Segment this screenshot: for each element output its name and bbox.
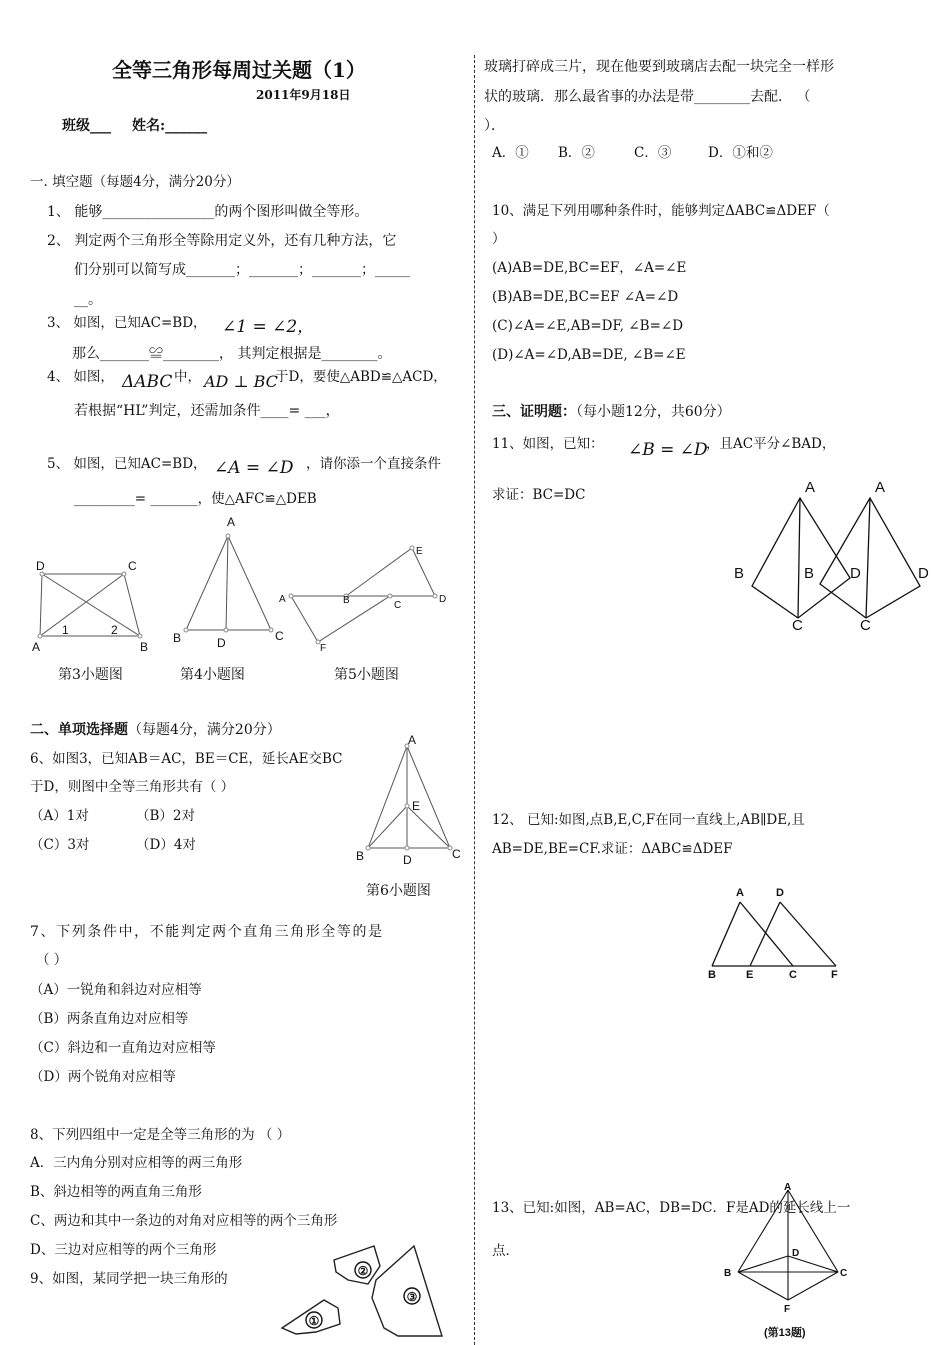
- question-11-prefix: 11、如图，已知：: [492, 436, 604, 452]
- question-7-line2: （ ）: [36, 952, 68, 968]
- fig4-caption: 第4小题图: [180, 667, 245, 683]
- fig3-label-2: 2: [111, 623, 118, 637]
- question-3-line1: 3、 如图，已知AC=BD，: [47, 315, 207, 331]
- fig11-label-b2: B: [804, 565, 815, 582]
- question-11-prove: 求证：BC=DC: [492, 487, 586, 503]
- name-label: 姓名:______: [132, 118, 208, 134]
- section3-heading: 三、证明题：（每小题12分，共60分）: [492, 404, 731, 420]
- question-6-line2: 于D，则图中全等三角形共有（ ）: [30, 779, 235, 795]
- question-4-suffix: 于D，要使△ABD≌△ACD，: [275, 369, 447, 385]
- fig4-label-a-top: A: [227, 515, 236, 529]
- figure-11: [730, 474, 940, 634]
- fig5-label-a: A: [279, 594, 286, 605]
- fig11-label-d1: D: [850, 565, 861, 582]
- fig6-label-a: A: [408, 733, 417, 747]
- question-4-perp: AD ⊥ BC: [204, 372, 278, 391]
- question-4-line2: 若根据“HL”判定，还需加条件____= ___，: [74, 403, 340, 419]
- fig5-caption: 第5小题图: [334, 667, 399, 683]
- question-12-line1: 12、 已知:如图,点B,E,C,F在同一直线上,AB∥DE,且: [492, 812, 805, 828]
- question-6-option-d: （D）4对: [136, 837, 196, 853]
- question-2-line2: 们分别可以简写成_______；_______；_______；_____: [74, 262, 410, 278]
- fig11-label-d2: D: [918, 565, 929, 582]
- fig11-label-b1: B: [734, 565, 745, 582]
- question-5-prefix: 5、 如图，已知AC=BD，: [47, 456, 207, 472]
- fig13-label-c: C: [840, 1268, 848, 1279]
- fig11-label-c1: C: [792, 617, 803, 634]
- question-6-option-c: （C）3对: [30, 837, 90, 853]
- fig13-caption: (第13题): [764, 1327, 806, 1339]
- fig11-label-a1: A: [805, 479, 816, 496]
- glass-piece-1-label: ①: [308, 1314, 320, 1328]
- question-10-line2: ）: [492, 231, 506, 247]
- question-13-line2: 点．: [492, 1243, 519, 1259]
- fig12-label-d: D: [776, 887, 784, 899]
- question-4-mid: 中，: [174, 369, 201, 385]
- fig12-label-a: A: [736, 887, 744, 899]
- fig4-label-c: C: [275, 629, 284, 643]
- fig4-triangle: [186, 536, 271, 630]
- figure-13: [714, 1176, 864, 1342]
- fig13-label-f: F: [784, 1304, 791, 1315]
- figure-12: [700, 880, 850, 984]
- fig11-label-c2: C: [860, 617, 871, 634]
- glass-piece-2-label: ②: [357, 1264, 369, 1278]
- fig12-label-f: F: [831, 969, 838, 981]
- question-5-angle: ∠A = ∠D: [214, 458, 294, 478]
- question-9-option-c: C．③: [634, 145, 672, 161]
- question-3-angle: ∠1 = ∠2，: [222, 317, 315, 337]
- question-9-option-a: A．①: [492, 145, 529, 161]
- question-4-triangle: ΔABC: [122, 372, 173, 392]
- fig6-caption: 第6小题图: [366, 883, 431, 899]
- fig5-label-e: E: [416, 546, 423, 557]
- fig5-label-b: B: [343, 595, 350, 606]
- question-6-option-b: （B）2对: [136, 808, 196, 824]
- question-8-option-a: A．三内角分别对应相等的两三角形: [30, 1155, 243, 1171]
- question-10-option-a: (A)AB=DE,BC=EF，∠A=∠E: [492, 260, 687, 276]
- fig5-triangle-afc: [291, 596, 390, 642]
- fig13-label-a: A: [784, 1182, 792, 1193]
- fig3-label-c: C: [128, 559, 137, 573]
- question-2-line1: 2、 判定两个三角形全等除用定义外，还有几种方法，它: [47, 233, 397, 249]
- question-11-suffix: ，且AC平分∠BAD，: [706, 436, 836, 452]
- page-title: 全等三角形每周过关题（1）: [112, 58, 366, 82]
- question-9-cont-line1: 玻璃打碎成三片，现在他要到玻璃店去配一块完全一样形: [484, 59, 834, 75]
- question-9-option-d: D．①和②: [708, 145, 773, 161]
- question-10-line1: 10、满足下列用哪种条件时，能够判定ΔABC≌ΔDEF（: [492, 203, 830, 219]
- question-13-line1: 13、已知:如图，AB=AC，DB=DC．F是AD的延长线上一: [492, 1200, 851, 1216]
- fig6-label-b: B: [356, 849, 365, 863]
- question-9-option-b: B．②: [558, 145, 595, 161]
- question-10-option-d: (D)∠A=∠D,AB=DE, ∠B=∠E: [492, 347, 686, 363]
- question-4-prefix: 4、 如图，: [47, 369, 114, 385]
- fig13-label-d: D: [792, 1248, 800, 1259]
- question-7-line1: 7、下列条件中，不能判定两个直角三角形全等的是: [30, 924, 384, 940]
- fig3-caption: 第3小题图: [58, 667, 123, 683]
- column-divider: [474, 55, 475, 1345]
- fig6-label-e: E: [412, 799, 421, 813]
- glass-piece-3-label: ③: [406, 1290, 418, 1304]
- fig12-label-e: E: [746, 969, 754, 981]
- class-label: 班级___: [62, 118, 111, 134]
- question-7-option-a: （A）一锐角和斜边对应相等: [30, 982, 202, 998]
- section2-heading: 二、单项选择题（每题4分，满分20分）: [30, 722, 281, 738]
- date: 2011年9月18日: [256, 88, 351, 102]
- question-5-suffix: ，请你添一个直接条件: [306, 456, 441, 472]
- question-7-option-b: （B）两条直角边对应相等: [30, 1011, 189, 1027]
- question-8-option-c: C、两边和其中一条边的对角对应相等的两个三角形: [30, 1213, 338, 1229]
- fig5-label-d: D: [439, 594, 447, 605]
- question-2-line3: __。: [74, 292, 102, 308]
- fig13-label-b: B: [724, 1268, 732, 1279]
- fig4-label-b: B: [173, 631, 182, 645]
- question-8-option-b: B、斜边相等的两直角三角形: [30, 1184, 202, 1200]
- question-6-option-a: （A）1对: [30, 808, 89, 824]
- fig12-label-c: C: [789, 969, 797, 981]
- question-12-line2: AB=DE,BE=CF.求证：ΔABC≌ΔDEF: [492, 841, 733, 857]
- fig6-label-d: D: [403, 853, 412, 867]
- fig12-label-b: B: [708, 969, 716, 981]
- fig3-label-1: 1: [62, 623, 69, 637]
- question-10-option-c: (C)∠A=∠E,AB=DF, ∠B=∠D: [492, 318, 684, 334]
- fig11-label-a2: A: [875, 479, 886, 496]
- question-8-line1: 8、下列四组中一定是全等三角形的为 （ ）: [30, 1127, 291, 1143]
- fig5-label-f: F: [320, 643, 327, 654]
- fig4-label-d: D: [217, 636, 226, 650]
- fig6-label-c: C: [452, 847, 461, 861]
- question-10-option-b: (B)AB=DE,BC=EF ∠A=∠D: [492, 289, 679, 305]
- fig3-label-d: D: [36, 559, 45, 573]
- question-9-line1: 9、如图，某同学把一块三角形的: [30, 1271, 228, 1287]
- question-6-line1: 6、如图3，已知AB＝AC，BE＝CE，延长AE交BC: [30, 751, 343, 767]
- question-3-line2: 那么_______≌________， 其判定根据是________。: [72, 346, 392, 362]
- fig5-label-c: C: [394, 600, 402, 611]
- figure-9-glass-pieces: [276, 1240, 456, 1344]
- fig3-diagonal-db: [42, 574, 140, 636]
- fig3-label-a: A: [32, 640, 41, 654]
- question-7-option-d: （D）两个锐角对应相等: [30, 1069, 176, 1085]
- question-8-option-d: D、三边对应相等的两个三角形: [30, 1242, 217, 1258]
- question-1: 1、 能够________________的两个图形叫做全等形。: [47, 204, 369, 220]
- question-9-cont-line2: 状的玻璃．那么最省事的办法是带________去配． （: [484, 89, 811, 105]
- question-7-option-c: （C）斜边和一直角边对应相等: [30, 1040, 216, 1056]
- question-5-line2: _________= _______，使△AFC≌△DEB: [74, 491, 317, 507]
- fig3-label-b: B: [140, 640, 149, 654]
- figure-6: [350, 728, 465, 868]
- section1-heading: 一. 填空题（每题4分，满分20分）: [30, 174, 240, 190]
- question-9-cont-line3: ）．: [484, 118, 505, 134]
- figures-3-4-5: [28, 528, 458, 658]
- fig4-altitude: [226, 536, 228, 630]
- question-11-angle: ∠B = ∠D: [628, 440, 708, 460]
